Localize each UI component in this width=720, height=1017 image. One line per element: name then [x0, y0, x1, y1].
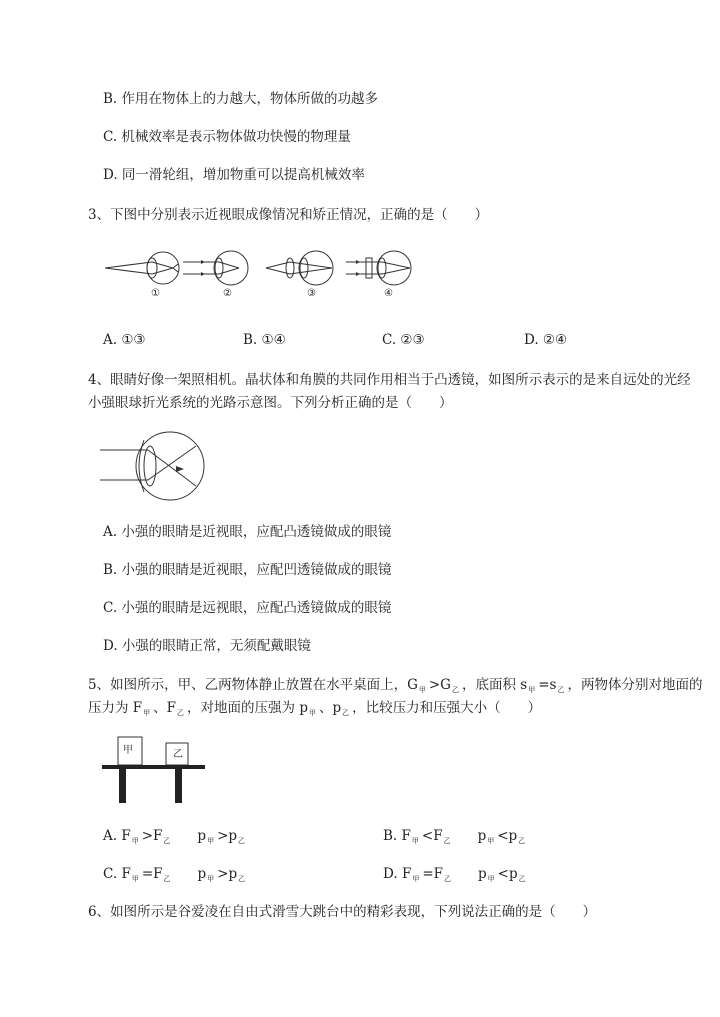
q4-stem-line1: 4、眼睛好像一架照相机。晶状体和角膜的共同作用相当于凸透镜，如图所示表示的是来自远处的光经	[88, 372, 691, 388]
q5-table-diagram	[100, 735, 210, 805]
q3-option-a: A. ①③	[103, 332, 146, 348]
q5-option-a: A. $F_甲 >F_乙$ $p_甲 >p_乙$	[103, 828, 246, 845]
q3-option-d: D. ②④	[524, 332, 568, 348]
q4-eye-diagram	[100, 430, 210, 505]
q5-block-jia-label: 甲	[123, 745, 133, 756]
q5-option-b: B. $F_甲 <F_乙$ $p_甲 <p_乙$	[383, 828, 526, 845]
q5-stem-line1: 5、如图所示，甲、乙两物体静止放置在水平桌面上，$G_甲 >G_乙$ ，底面积 $s_甲 =s_乙$ ，两物体分别对地面的	[88, 677, 703, 694]
q3-eye-figure-1	[105, 250, 185, 300]
q4-stem-line2: 小强眼球折光系统的光路示意图。下列分析正确的是（ ）	[88, 395, 453, 411]
q3-stem: 3、下图中分别表示近视眼成像情况和矫正情况，正确的是（ ）	[88, 207, 489, 223]
q3-fig-label-3: ③	[307, 288, 316, 299]
q3-fig-label-4: ④	[384, 288, 393, 299]
q4-option-a: A. 小强的眼睛是近视眼，应配凸透镜做成的眼镜	[103, 524, 392, 540]
q3-fig-label-1: ①	[151, 288, 160, 299]
q5-block-yi-label: 乙	[173, 749, 183, 760]
q3-eye-figure-3	[266, 250, 346, 300]
q4-option-b: B. 小强的眼睛是近视眼，应配凹透镜做成的眼镜	[103, 562, 392, 578]
q6-stem: 6、如图所示是谷爱凌在自由式滑雪大跳台中的精彩表现，下列说法正确的是（ ）	[88, 904, 597, 920]
q4-option-d: D. 小强的眼睛正常，无须配戴眼镜	[103, 638, 311, 654]
q2-option-c: C. 机械效率是表示物体做功快慢的物理量	[103, 129, 351, 145]
q5-option-d: D. $F_甲 =F_乙$ $p_甲 <p_乙$	[383, 866, 526, 883]
q3-fig-label-2: ②	[223, 288, 232, 299]
q4-option-c: C. 小强的眼睛是远视眼，应配凸透镜做成的眼镜	[103, 600, 392, 616]
q3-option-b: B. ①④	[243, 332, 286, 348]
q2-option-d: D. 同一滑轮组，增加物重可以提高机械效率	[103, 167, 365, 183]
q5-option-c: C. $F_甲 =F_乙$ $p_甲 >p_乙$	[103, 866, 246, 883]
q5-stem-line2: 压力为 $F_甲$ 、$F_乙$ ，对地面的压强为 $p_甲$ 、$p_乙$ ，比较压力和压强大小（ ）	[88, 700, 542, 717]
q2-option-b: B. 作用在物体上的力越大，物体所做的功越多	[103, 91, 379, 107]
q3-option-c: C. ②③	[382, 332, 425, 348]
